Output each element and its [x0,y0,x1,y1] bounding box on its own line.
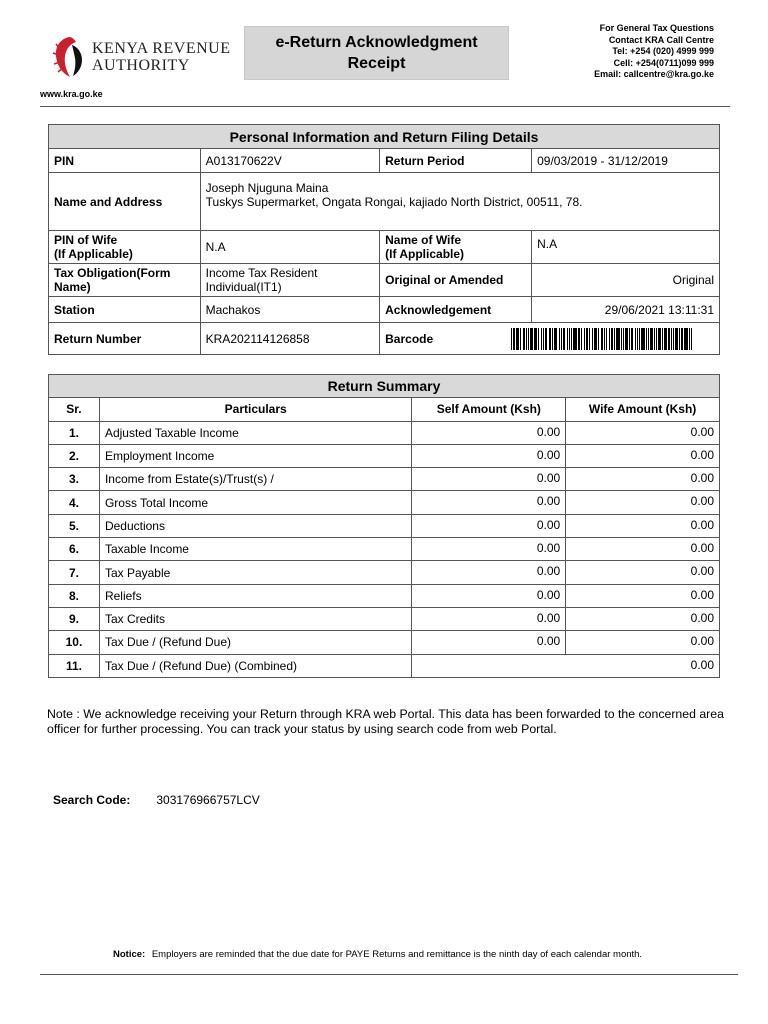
info-heading: Personal Information and Return Filing Details [49,125,720,149]
return-period-value: 09/03/2019 - 31/12/2019 [532,149,720,173]
tax-obligation-label [49,264,201,297]
barcode-bar [662,328,663,350]
barcode-bar [520,328,521,350]
barcode-bar [621,328,622,350]
row-self-amount: 0.00 [412,584,566,607]
row-wife-amount: 0.00 [566,421,720,444]
station-label: Station [49,297,201,323]
barcode-bar [534,328,537,350]
acknowledgement-value: 29/06/2021 13:11:31 [532,297,720,323]
combined-sr: 11. [49,654,100,677]
row-wife-amount: 0.00 [566,468,720,491]
barcode-bar [513,328,514,350]
taxpayer-name: Joseph Njuguna Maina [205,181,329,195]
col-wife-amount: Wife Amount (Ksh) [566,398,720,421]
row-wife-amount: 0.00 [566,538,720,561]
combined-particular: Tax Due / (Refund Due) (Combined) [99,654,412,677]
row-sr: 5. [49,514,100,537]
org-name-line2: AUTHORITY [92,57,190,74]
barcode-bar [581,328,582,350]
summary-row [49,491,720,514]
barcode-bar [571,328,572,350]
name-wife-label-line1: Name of Wife [385,233,462,247]
notice-text: Employers are reminded that the due date for PAYE Returns and remittance is the ninth day of each calendar month. [151,949,643,960]
barcode-bar [530,328,532,350]
row-particular: Taxable Income [99,538,412,561]
row-particular: Adjusted Taxable Income [99,421,412,444]
barcode-bar [675,328,677,350]
summary-row [49,631,720,654]
barcode-image [511,328,693,350]
pin-wife-label [49,231,201,264]
contact-centre: Contact KRA Call Centre [608,34,714,45]
pin-wife-label-line2: (If Applicable) [54,247,133,261]
barcode-bar [523,328,525,350]
row-wife-amount: 0.00 [566,444,720,467]
row-sr: 2. [49,444,100,467]
barcode-bar [545,328,547,350]
row-particular: Tax Due / (Refund Due) [99,631,412,654]
barcode-bar [681,328,683,350]
tax-obligation-line1: Income Tax Resident [205,266,318,280]
barcode-bar [671,328,672,350]
barcode-label: Barcode [385,331,434,346]
barcode-bar [526,328,527,350]
row-self-amount: 0.00 [412,468,566,491]
barcode-bar [606,328,607,350]
barcode-bar [658,328,660,350]
barcode-bar [654,328,655,350]
original-amended-label: Original or Amended [380,264,532,297]
barcode-bar [594,328,597,350]
row-particular: Gross Total Income [99,491,412,514]
acknowledgement-label: Acknowledgement [380,297,532,323]
taxpayer-address: Tuskys Supermarket, Ongata Rongai, kajiado North District, 00511, 78. [205,195,583,209]
tax-obligation-label-line2: Name) [54,280,91,294]
website-link[interactable]: www.kra.go.ke [40,89,103,99]
barcode-bar [609,328,610,350]
row-self-amount: 0.00 [412,491,566,514]
row-wife-amount: 0.00 [566,561,720,584]
station-value: Machakos [200,297,380,323]
barcode-bar [625,328,627,350]
summary-row [49,584,720,607]
title-line2: Receipt [347,55,406,72]
original-amended-value: Original [532,264,720,297]
return-period-label: Return Period [380,149,532,173]
row-wife-amount: 0.00 [566,584,720,607]
barcode-bar [559,328,560,350]
barcode-bar [601,328,603,350]
return-number-label: Return Number [49,323,201,355]
row-sr: 9. [49,607,100,630]
barcode-cell [380,323,720,355]
barcode-bar [554,328,557,350]
row-particular: Income from Estate(s)/Trust(s) / [99,468,412,491]
row-self-amount: 0.00 [412,514,566,537]
barcode-bar [650,328,652,350]
col-sr: Sr. [49,398,100,421]
barcode-bar [668,328,669,350]
barcode-bar [679,328,680,350]
barcode-bar [611,328,613,350]
kra-logo [52,34,242,80]
contact-heading: For General Tax Questions [599,23,714,33]
row-wife-amount: 0.00 [566,607,720,630]
lion-emblem-icon [52,35,86,79]
name-address-value [200,173,719,231]
row-particular: Employment Income [99,444,412,467]
barcode-bar [538,328,539,350]
contact-email[interactable]: Email: callcentre@kra.go.ke [594,69,714,80]
row-self-amount: 0.00 [412,421,566,444]
row-particular: Reliefs [99,584,412,607]
row-sr: 8. [49,584,100,607]
header-divider [40,106,730,107]
summary-row [49,444,720,467]
contact-cell: Cell: +254(0711)099 999 [613,57,714,68]
contact-block [594,23,714,81]
footer-divider [40,974,738,975]
org-name [92,40,231,74]
barcode-bar [673,328,674,350]
col-particulars: Particulars [99,398,412,421]
contact-tel: Tel: +254 (020) 4999 999 [612,46,714,57]
pin-wife-label-line1: PIN of Wife [54,233,118,247]
row-particular: Deductions [99,514,412,537]
barcode-bar [589,328,590,350]
row-sr: 10. [49,631,100,654]
return-summary-table [48,374,720,678]
barcode-bar [549,328,551,350]
title-line1: e-Return Acknowledgment [275,34,478,51]
tax-obligation-line2: Individual(IT1) [205,280,282,294]
barcode-bar [516,328,519,350]
barcode-bar [684,328,687,350]
barcode-bar [604,328,605,350]
row-sr: 4. [49,491,100,514]
row-self-amount: 0.00 [412,607,566,630]
document-title [244,26,509,80]
barcode-bar [646,328,647,350]
summary-row [49,421,720,444]
pin-wife-value: N.A [200,231,380,264]
barcode-bar [592,328,593,350]
barcode-bar [528,328,529,350]
barcode-bar [598,328,599,350]
row-sr: 3. [49,468,100,491]
return-number-value: KRA202114126858 [200,323,380,355]
barcode-bar [543,328,544,350]
barcode-bar [614,328,615,350]
row-self-amount: 0.00 [412,561,566,584]
row-particular: Tax Credits [99,607,412,630]
summary-row [49,538,720,561]
barcode-bar [641,328,644,350]
summary-heading: Return Summary [49,375,720,398]
barcode-bar [639,328,640,350]
search-code-value: 303176966757LCV [156,793,260,807]
row-self-amount: 0.00 [412,444,566,467]
barcode-bar [569,328,570,350]
tax-obligation-value [200,264,380,297]
barcode-bar [656,328,657,350]
row-wife-amount: 0.00 [566,514,720,537]
acknowledgement-note: Note : We acknowledge receiving your Return through KRA web Portal. This data has been forwarded to the concerned area officer for further processing. You can track your status by using search code from web Portal. [47,707,724,736]
row-wife-amount: 0.00 [566,631,720,654]
row-self-amount: 0.00 [412,631,566,654]
paye-notice [113,949,642,960]
barcode-bar [623,328,624,350]
summary-row [49,607,720,630]
personal-info-table [48,124,720,355]
org-name-line1: KENYA REVENUE [92,40,231,57]
row-sr: 6. [49,538,100,561]
row-self-amount: 0.00 [412,538,566,561]
search-code-label: Search Code: [53,793,131,807]
barcode-bar [586,328,588,350]
barcode-bar [629,328,630,350]
barcode-bar [637,328,638,350]
col-self-amount: Self Amount (Ksh) [412,398,566,421]
pin-label: PIN [49,149,201,173]
barcode-bar [664,328,667,350]
name-address-label: Name and Address [49,173,201,231]
summary-row [49,561,720,584]
summary-rows [49,421,720,654]
barcode-bar [567,328,568,350]
barcode-bar [573,328,576,350]
combined-amount: 0.00 [412,654,720,677]
tax-obligation-label-line1: Tax Obligation(Form [54,266,171,280]
barcode-bar [689,328,690,350]
name-wife-value: N.A [532,231,720,264]
barcode-bar [511,328,512,350]
barcode-bar [578,328,580,350]
barcode-bar [635,328,636,350]
row-sr: 1. [49,421,100,444]
name-wife-label-line2: (If Applicable) [385,247,465,261]
barcode-bar [561,328,562,350]
barcode-bar [552,328,553,350]
barcode-bar [648,328,649,350]
barcode-bar [584,328,585,350]
search-code [53,793,260,807]
barcode-bar [631,328,633,350]
pin-value: A013170622V [200,149,380,173]
row-particular: Tax Payable [99,561,412,584]
barcode-bar [563,328,565,350]
name-wife-label [380,231,532,264]
row-wife-amount: 0.00 [566,491,720,514]
notice-label: Notice: [113,949,146,960]
barcode-bar [691,328,692,350]
summary-row [49,514,720,537]
summary-row [49,468,720,491]
barcode-bar [616,328,619,350]
row-sr: 7. [49,561,100,584]
barcode-bar [541,328,542,350]
